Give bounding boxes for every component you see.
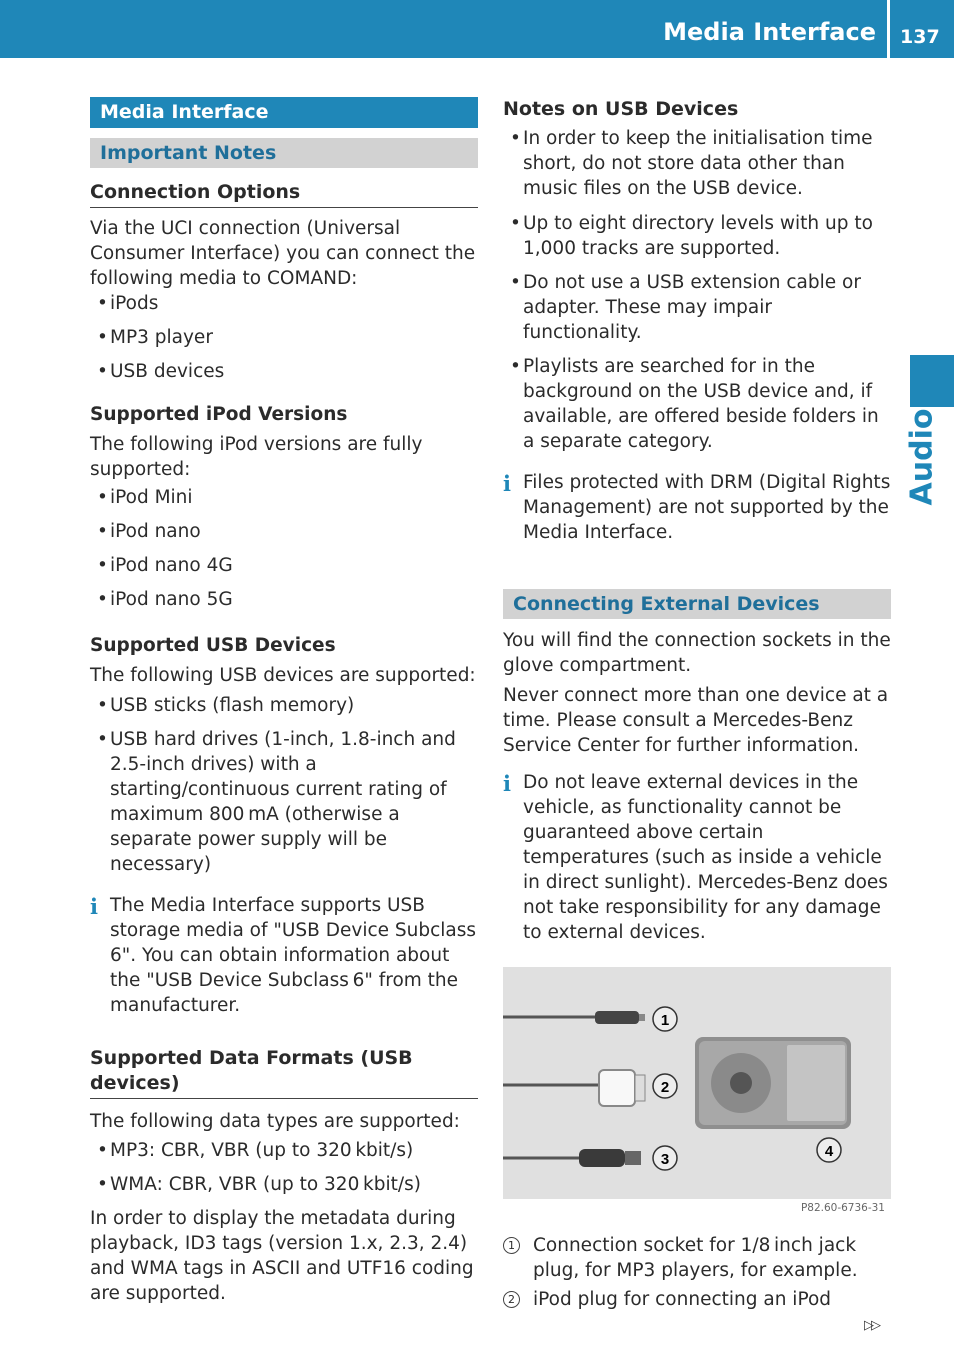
list-item: • USB sticks (flash memory) [90, 693, 478, 718]
side-tab-label: Audio [904, 408, 940, 506]
list-item: • WMA: CBR, VBR (up to 320 kbit/s) [90, 1172, 478, 1197]
connection-options-heading: Connection Options [90, 180, 478, 208]
usb-devices-intro: The following USB devices are supported: [90, 665, 476, 686]
callout-2 [653, 1074, 677, 1098]
callout-4 [817, 1138, 841, 1162]
list-item: • USB devices [90, 359, 478, 384]
drm-note-text: Files protected with DRM (Digital Rights Management) are not supported by the Media Interface. [523, 472, 891, 543]
usb-devices-heading: Supported USB Devices [90, 635, 336, 656]
list-item: • iPod nano 4G [90, 553, 478, 578]
figure-code: P82.60-6736-31 [800, 1202, 885, 1214]
header-divider [887, 0, 890, 58]
data-formats-intro: The following data types are supported: [90, 1111, 460, 1132]
list-item: • USB hard drives (1-inch, 1.8-inch and 2.5-inch drives) with a starting/continuous current rating of maximum 800 mA (otherwise a separate power supply will be necessary) [90, 727, 478, 877]
svg-text:3: 3 [660, 1151, 670, 1168]
drm-note [503, 470, 891, 545]
ipod-center-button [730, 1072, 752, 1094]
list-item: • iPod nano 5G [90, 587, 478, 612]
connecting-p2: Never connect more than one device at a time. Please consult a Mercedes-Benz Service Center for further information. [503, 685, 889, 756]
connecting-heading: Connecting External Devices [503, 589, 891, 619]
list-item: • iPods [90, 291, 478, 316]
usb-subclass-note-text: The Media Interface supports USB storage media of "USB Device Subclass 6". You can obtain information about the "USB Device Subclass 6" from the manufacturer. [110, 895, 477, 1016]
svg-text:1: 1 [660, 1012, 670, 1029]
usb-notes-heading: Notes on USB Devices [503, 98, 739, 120]
usb-plug-icon [579, 1149, 625, 1167]
list-item: • MP3 player [90, 325, 478, 350]
ipod-versions-heading: Supported iPod Versions [90, 404, 348, 425]
legend-item-1 [503, 1233, 891, 1283]
temperature-note-text: Do not leave external devices in the vehicle, as functionality cannot be guaranteed above certain temperatures (such as inside a vehicle in direct sunlight). Mercedes-Benz does not take responsibility for any damage to external devices. [523, 772, 888, 943]
usb-devices-list [90, 693, 478, 877]
list-item: • MP3: CBR, VBR (up to 320 kbit/s) [90, 1138, 478, 1163]
connecting-p1: You will find the connection sockets in the glove compartment. [503, 630, 891, 676]
header-title: Media Interface [663, 18, 876, 46]
ipod-plug-icon [599, 1070, 635, 1106]
connection-options-intro: Via the UCI connection (Universal Consumer Interface) you can connect the following media to COMAND: [90, 218, 476, 289]
ipod-versions-intro: The following iPod versions are fully supported: [90, 434, 423, 480]
svg-text:2: 2 [660, 1079, 670, 1096]
legend-text: Connection socket for 1/8 inch jack plug, for MP3 players, for example. [533, 1235, 858, 1281]
info-icon: i [503, 471, 511, 496]
ipod-screen [787, 1045, 845, 1121]
ipod-plug-tip [635, 1075, 645, 1101]
list-item: • iPod Mini [90, 485, 478, 510]
left-column [90, 97, 478, 1306]
section-title: Media Interface [90, 97, 478, 128]
connectors-illustration [503, 967, 891, 1199]
data-formats-heading: Supported Data Formats (USB devices) [90, 1046, 478, 1099]
callout-3 [653, 1146, 677, 1170]
data-formats-list [90, 1138, 478, 1197]
header-bar [0, 0, 954, 58]
ipod-versions-list [90, 485, 478, 612]
list-item: • In order to keep the initialisation time short, do not store data other than music files on the USB device. [503, 126, 891, 201]
right-column [503, 97, 891, 1312]
subsection-title: Important Notes [90, 138, 478, 168]
legend-number: 1 [503, 1237, 520, 1254]
jack-plug-icon [595, 1011, 639, 1024]
callout-1 [653, 1007, 677, 1031]
info-icon: i [90, 894, 98, 919]
connection-options-list [90, 291, 478, 384]
list-item: • Do not use a USB extension cable or adapter. These may impair functionality. [503, 270, 891, 345]
usb-plug-tip [625, 1151, 641, 1165]
legend-number: 2 [503, 1291, 520, 1308]
list-item: • iPod nano [90, 519, 478, 544]
page-number: 137 [900, 26, 940, 48]
info-icon: i [503, 771, 511, 796]
usb-subclass-note [90, 893, 478, 1018]
temperature-note [503, 770, 891, 945]
jack-tip [639, 1014, 645, 1021]
data-formats-outro: In order to display the metadata during playback, ID3 tags (version 1.x, 2.3, 2.4) and WMA tags in ASCII and UTF16 coding are supported. [90, 1208, 474, 1304]
side-tab-marker [910, 355, 954, 407]
connectors-figure [503, 967, 891, 1214]
continue-arrow-icon: ▷▷ [864, 1318, 878, 1333]
svg-text:4: 4 [824, 1143, 834, 1160]
legend-item-2 [503, 1287, 891, 1312]
legend-text: iPod plug for connecting an iPod [533, 1289, 832, 1310]
list-item: • Playlists are searched for in the background on the USB device and, if available, are offered beside folders in a separate category. [503, 354, 891, 454]
usb-notes-list [503, 126, 891, 454]
side-tab [890, 408, 954, 506]
list-item: • Up to eight directory levels with up to 1,000 tracks are supported. [503, 211, 891, 261]
